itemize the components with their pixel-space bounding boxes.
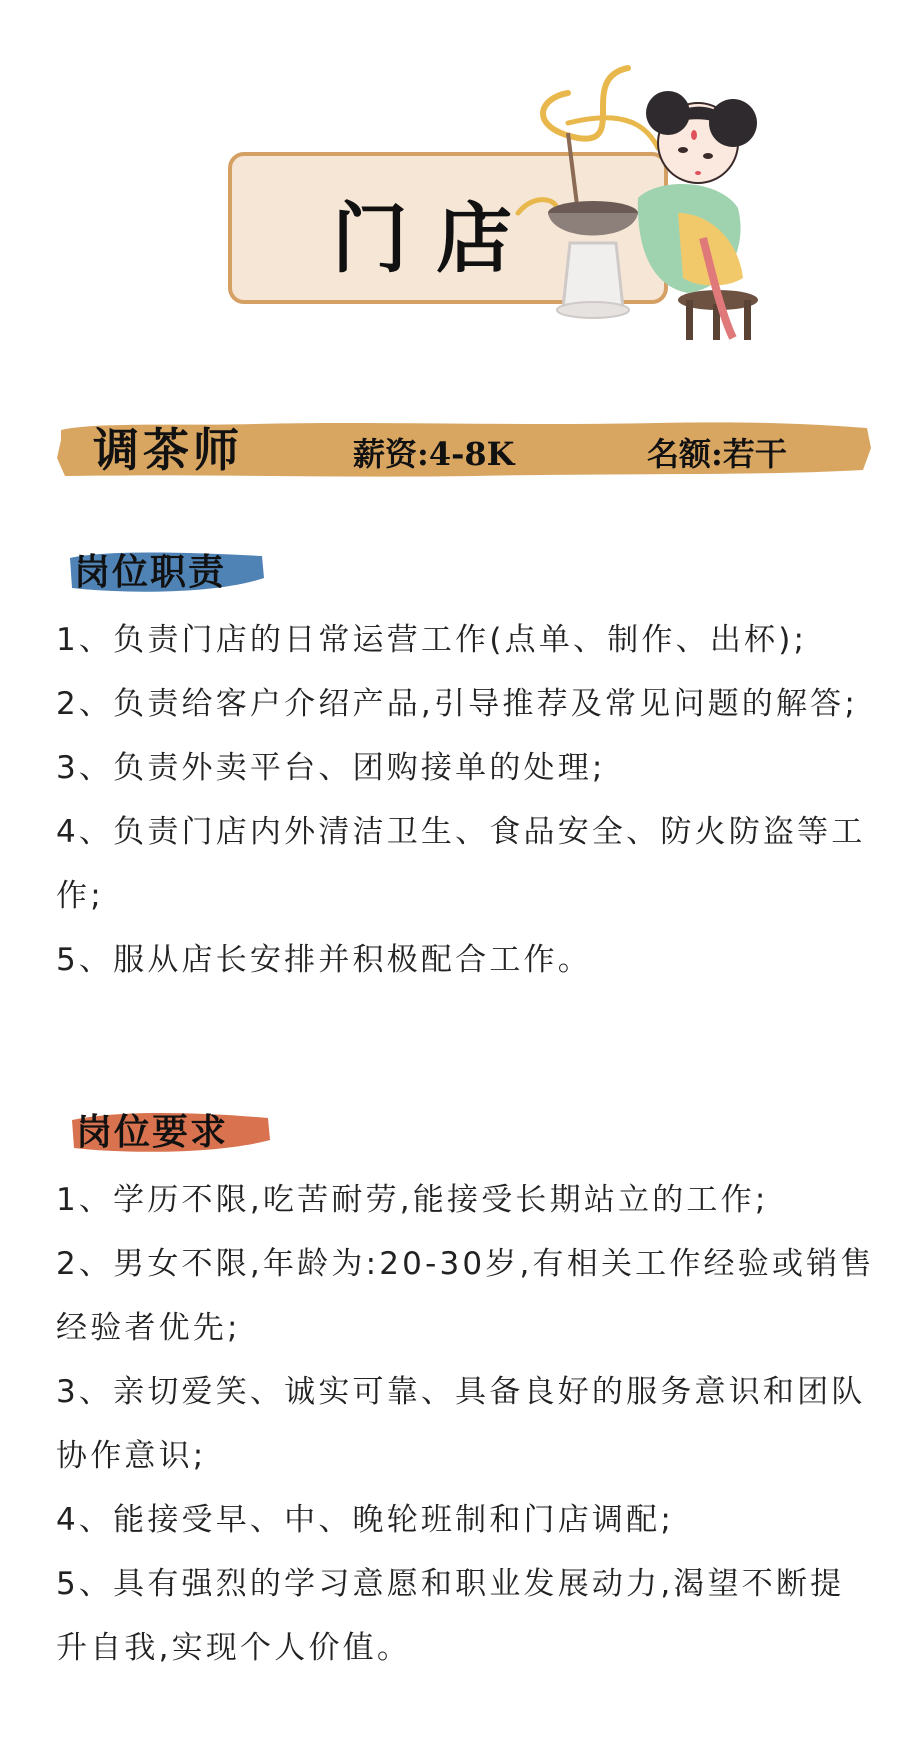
list-item: 1、学历不限,吃苦耐劳,能接受长期站立的工作; (56, 1182, 769, 1218)
job-banner (55, 418, 875, 482)
page-title: 门店 (332, 193, 540, 283)
list-item: 3、亲切爱笑、诚实可靠、具备良好的服务意识和团队协作意识; (56, 1374, 866, 1474)
list-item: 2、男女不限,年龄为:20-30岁,有相关工作经验或销售经验者优先; (56, 1246, 875, 1346)
list-item: 5、服从店长安排并积极配合工作。 (56, 942, 592, 978)
duties-heading (66, 548, 266, 596)
list-item: 2、负责给客户介绍产品,引导推荐及常见问题的解答; (56, 686, 859, 722)
list-item: 3、负责外卖平台、团购接单的处理; (56, 750, 606, 786)
duties-heading-label: 岗位职责 (74, 551, 227, 593)
list-item: 5、具有强烈的学习意愿和职业发展动力,渴望不断提升自我,实现个人价值。 (56, 1566, 845, 1666)
list-item: 1、负责门店的日常运营工作(点单、制作、出杯); (56, 622, 808, 658)
list-item: 4、负责门店内外清洁卫生、食品安全、防火防盗等工作; (56, 814, 866, 914)
duties-list (56, 608, 876, 992)
job-salary: 薪资:4-8K (353, 435, 515, 473)
requirements-list (56, 1168, 876, 1680)
job-quota: 名额:若干 (647, 435, 787, 473)
requirements-heading (68, 1108, 273, 1156)
job-role: 调茶师 (93, 423, 243, 477)
list-item: 4、能接受早、中、晚轮班制和门店调配; (56, 1502, 674, 1538)
requirements-heading-label: 岗位要求 (76, 1111, 229, 1153)
tea-maker-girl-illustration (508, 38, 808, 368)
